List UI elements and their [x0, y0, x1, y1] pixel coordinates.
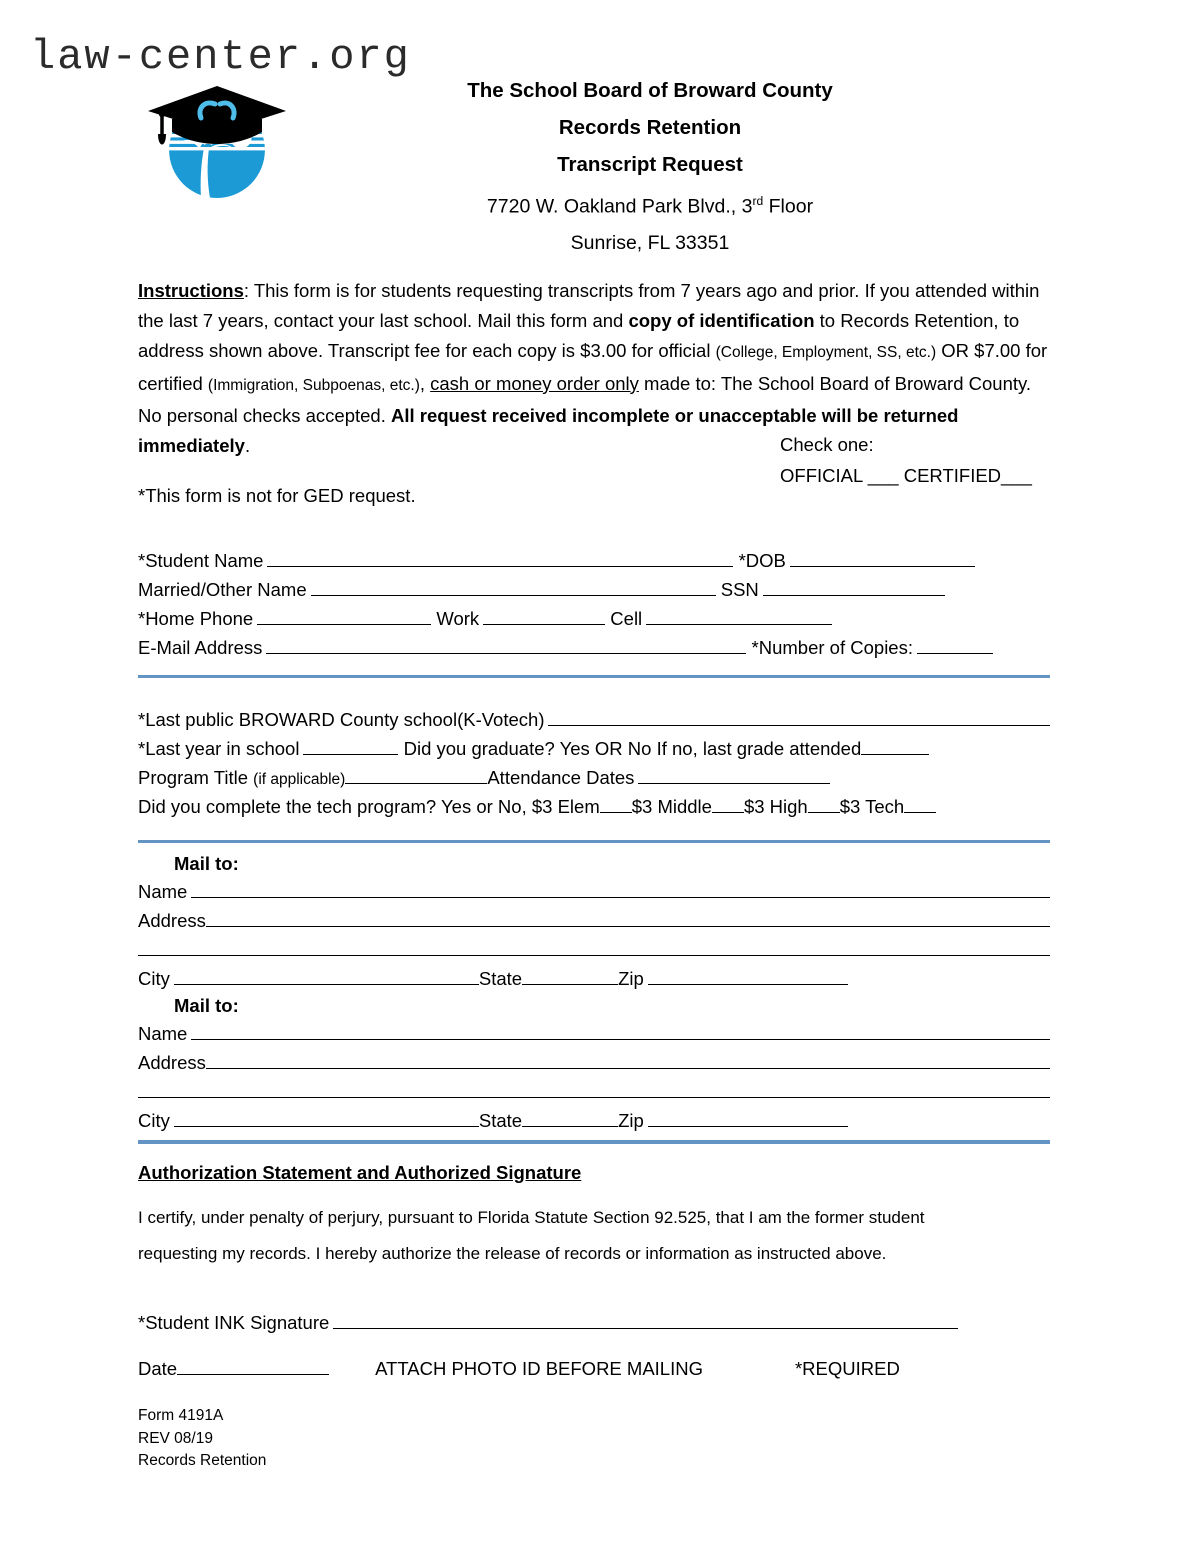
instructions-bold-warning: All request received incomplete or unacceptable will be returned immediately [138, 404, 959, 457]
row-married-name-ssn [138, 577, 1050, 606]
input-work-phone[interactable] [483, 606, 605, 625]
input-home-phone[interactable] [257, 606, 431, 625]
broward-county-schools-logo-icon [138, 72, 296, 202]
label-program-title-paren: (if applicable) [253, 771, 346, 788]
row-mailto2-address [138, 1050, 1050, 1079]
row-tech-program [138, 794, 1050, 823]
authorization-statement [138, 1200, 1050, 1272]
row-last-school [138, 707, 1050, 736]
row-student-name-dob [138, 548, 1050, 577]
mail-to-section-1 [138, 849, 1050, 995]
row-email-copies [138, 635, 1050, 664]
label-cell-phone: Cell [610, 608, 643, 629]
input-mailto1-address-line1[interactable] [206, 908, 1050, 927]
row-mailto1-address [138, 908, 1050, 937]
row-last-year-graduate [138, 736, 1050, 765]
form-department: Records Retention [138, 1452, 267, 1469]
label-date: Date [138, 1358, 178, 1379]
label-mailto1-name: Name [138, 881, 188, 902]
instructions-bold-id-copy: copy of identification [628, 310, 815, 332]
label-tech-program-question[interactable]: Did you complete the tech program? Yes or No, $3 Elem [138, 796, 600, 817]
input-ssn[interactable] [763, 577, 945, 596]
mail-to-title-2: Mail to: [174, 995, 239, 1016]
input-number-of-copies[interactable] [917, 635, 993, 654]
label-mailto2-zip: Zip [618, 1110, 644, 1131]
input-last-public-school[interactable] [548, 707, 1050, 726]
ged-note: *This form is not for GED request. [138, 485, 416, 506]
input-mailto1-city[interactable] [174, 966, 479, 985]
input-mailto2-address-line1[interactable] [206, 1050, 1050, 1069]
label-home-phone: *Home Phone [138, 608, 254, 629]
form-metadata [138, 1405, 266, 1473]
row-mailto1-address-2 [138, 937, 1050, 966]
input-last-year-in-school[interactable] [303, 736, 398, 755]
divider-before-authorization [138, 1140, 1050, 1144]
instructions-label: Instructions [138, 280, 244, 301]
label-mailto1-city: City [138, 968, 170, 989]
input-mailto1-name[interactable] [191, 879, 1050, 898]
row-mailto2-name [138, 1021, 1050, 1050]
label-fee-middle: $3 Middle [631, 796, 712, 817]
input-married-other-name[interactable] [311, 577, 716, 596]
instructions-text-5: made to: The School Board of Broward County. No personal checks accepted. [138, 372, 1032, 426]
row-date-attach-required [138, 1356, 1050, 1380]
input-cell-phone[interactable] [646, 606, 832, 625]
instructions-text-2: to Records Retention, to address shown above. Transcript fee for each copy is $3.00 for official [138, 310, 1020, 362]
label-attendance-dates: Attendance Dates [487, 767, 635, 788]
label-mailto1-address: Address [138, 910, 206, 931]
mail-to-title-1: Mail to: [174, 853, 239, 874]
row-program-attendance [138, 765, 1050, 794]
label-ssn: SSN [720, 579, 759, 600]
header-line-2: Records Retention [558, 116, 742, 139]
instructions-text-4: , [419, 372, 431, 394]
input-fee-elem[interactable] [600, 794, 632, 813]
input-fee-high[interactable] [808, 794, 840, 813]
form-number: Form 4191A [138, 1407, 224, 1424]
input-fee-tech[interactable] [904, 794, 936, 813]
check-one-options [780, 460, 1032, 491]
student-information-section [138, 548, 1050, 664]
label-student-ink-signature: *Student INK Signature [138, 1312, 330, 1333]
input-mailto1-state[interactable] [522, 966, 618, 985]
instructions-text-1: : This form is for students requesting transcripts from 7 years ago and prior. If you attended within the last 7 years, contact your last school. Mail this form and [138, 280, 1040, 332]
label-email-address: E-Mail Address [138, 637, 263, 658]
row-mailto2-address-2 [138, 1079, 1050, 1108]
label-mailto1-state: State [478, 968, 523, 989]
form-header [300, 72, 1000, 261]
input-student-name[interactable] [267, 548, 733, 567]
row-mailto2-city-state-zip [138, 1108, 1050, 1137]
instructions-text-3: OR $7.00 for certified [138, 340, 1048, 394]
input-attendance-dates[interactable] [638, 765, 830, 784]
authorization-line-2: requesting my records. I hereby authorize the release of records or information as instructed above. [138, 1244, 887, 1263]
label-last-year-in-school: *Last year in school [138, 738, 300, 759]
watermark-law-center: law-center.org [30, 33, 411, 81]
label-work-phone: Work [436, 608, 480, 629]
school-history-section [138, 707, 1050, 823]
row-phones [138, 606, 1050, 635]
signature-section [138, 1310, 1050, 1380]
label-dob: *DOB [738, 550, 786, 571]
header-address-line-1 [300, 183, 1000, 225]
divider-after-student-info [138, 675, 1050, 678]
check-one-title: Check one: [780, 434, 874, 455]
label-married-other-name: Married/Other Name [138, 579, 307, 600]
divider-after-school-history [138, 840, 1050, 843]
row-mailto1-name [138, 879, 1050, 908]
input-fee-middle[interactable] [712, 794, 744, 813]
address-street: 7720 W. Oakland Park Blvd., 3 [486, 195, 753, 218]
input-student-ink-signature[interactable] [333, 1310, 958, 1329]
input-mailto2-zip[interactable] [648, 1108, 848, 1127]
label-graduate-question[interactable]: Did you graduate? Yes OR No If no, last grade attended [403, 738, 862, 759]
instructions-underline-payment: cash or money order only [430, 372, 639, 394]
checkbox-official[interactable]: OFFICIAL ___ [780, 465, 899, 486]
instructions-paren-certified: (Immigration, Subpoenas, etc.) [207, 376, 420, 394]
label-student-name: *Student Name [138, 550, 264, 571]
address-ordinal-suffix: rd [752, 194, 764, 208]
label-mailto2-address: Address [138, 1052, 206, 1073]
authorization-title: Authorization Statement and Authorized Signature [138, 1162, 582, 1183]
input-program-title[interactable] [345, 765, 487, 784]
address-floor: Floor [763, 195, 814, 218]
form-revision: REV 08/19 [138, 1429, 213, 1447]
checkbox-certified[interactable]: CERTIFIED___ [903, 465, 1032, 486]
input-mailto1-address-line2[interactable] [138, 937, 1050, 956]
header-line-1: The School Board of Broward County [467, 79, 833, 102]
input-email-address[interactable] [266, 635, 746, 654]
label-mailto2-name: Name [138, 1023, 188, 1044]
header-address-line-2: Sunrise, FL 33351 [570, 231, 730, 254]
input-last-grade-attended[interactable] [861, 736, 929, 755]
label-number-of-copies: *Number of Copies: [751, 637, 913, 658]
input-mailto2-name[interactable] [191, 1021, 1050, 1040]
label-fee-high: $3 High [743, 796, 808, 817]
notice-attach-photo-id: ATTACH PHOTO ID BEFORE MAILING [375, 1358, 703, 1379]
input-mailto2-address-line2[interactable] [138, 1079, 1050, 1098]
input-mailto1-zip[interactable] [648, 966, 848, 985]
input-mailto2-state[interactable] [522, 1108, 618, 1127]
label-mailto2-state: State [478, 1110, 523, 1131]
instructions-paren-official: (College, Employment, SS, etc.) [715, 344, 937, 362]
label-program-title: Program Title (if applicable) [138, 767, 346, 788]
mail-to-section-2 [138, 991, 1050, 1137]
label-mailto2-city: City [138, 1110, 170, 1131]
row-ink-signature [138, 1310, 1050, 1356]
label-fee-tech: $3 Tech [839, 796, 905, 817]
authorization-line-1: I certify, under penalty of perjury, pursuant to Florida Statute Section 92.525, that I am the former student [138, 1208, 925, 1227]
label-last-public-school: *Last public BROWARD County school(K-Votech) [138, 709, 545, 730]
label-mailto1-zip: Zip [618, 968, 644, 989]
input-dob[interactable] [790, 548, 975, 567]
instructions-text-6: . [244, 435, 251, 457]
notice-required: *REQUIRED [794, 1358, 900, 1379]
check-one-group [780, 429, 1032, 491]
input-mailto2-city[interactable] [174, 1108, 479, 1127]
header-line-3: Transcript Request [557, 153, 743, 176]
input-date[interactable] [177, 1356, 329, 1375]
